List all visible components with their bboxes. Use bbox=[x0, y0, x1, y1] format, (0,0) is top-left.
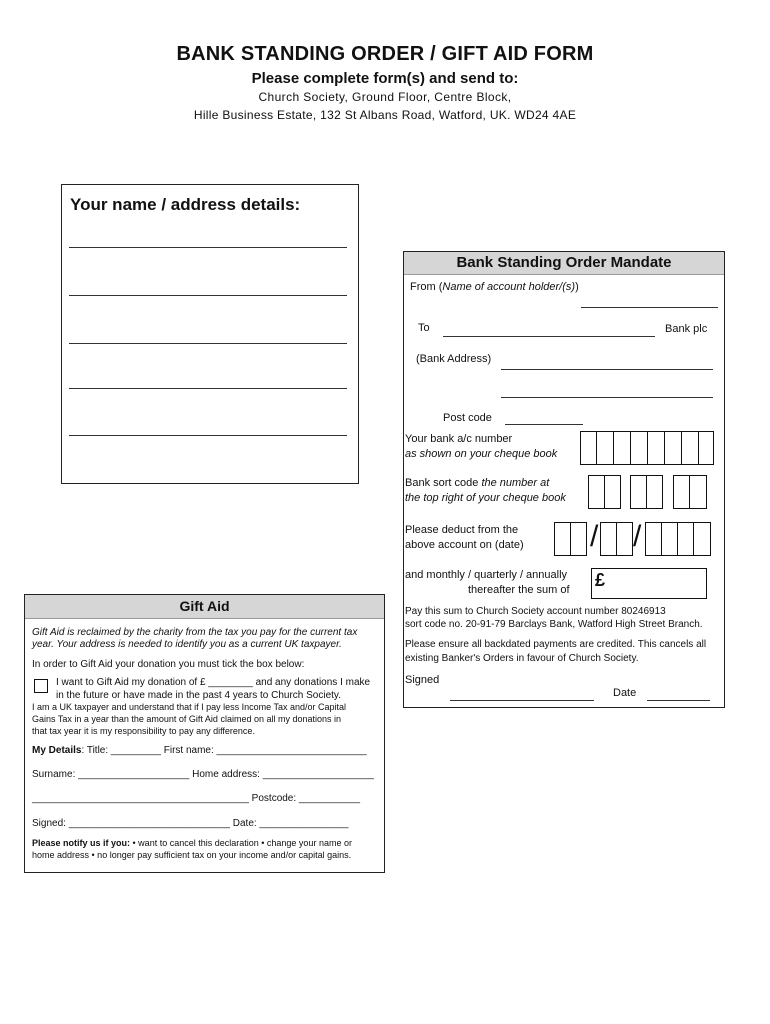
tick-instruction: In order to Gift Aid your donation you must tick the box below: bbox=[32, 659, 305, 670]
sort-code-digit-box[interactable] bbox=[646, 475, 663, 509]
bank-address-field[interactable] bbox=[501, 369, 713, 370]
address-line-2: Hille Business Estate, 132 St Albans Road, Watford, UK. WD24 4AE bbox=[193, 108, 577, 122]
backdated-notice-2: existing Banker's Orders in favour of Church Society. bbox=[405, 653, 639, 664]
sort-code-digit-box[interactable] bbox=[588, 475, 605, 509]
my-details-line[interactable]: My Details: Title: _________ First name: ___________________________ bbox=[32, 745, 367, 756]
sort-code-label: Bank sort code the number at the top right of your cheque book bbox=[405, 477, 566, 504]
date-digit-box[interactable] bbox=[554, 522, 571, 556]
bank-plc-label: Bank plc bbox=[665, 323, 708, 335]
gift-aid-pledge-1: I want to Gift Aid my donation of £ ________ and any donations I make bbox=[56, 677, 371, 688]
bank-mandate-heading: Bank Standing Order Mandate bbox=[404, 252, 724, 275]
signed-label: Signed bbox=[405, 674, 440, 686]
address-line-1: Church Society, Ground Floor, Centre Block, bbox=[258, 90, 512, 104]
sort-code-digit-box[interactable] bbox=[604, 475, 621, 509]
sort-code-digit-box[interactable] bbox=[630, 475, 647, 509]
date-digit-box[interactable] bbox=[693, 522, 711, 556]
bank-address-field[interactable] bbox=[501, 397, 713, 398]
gift-aid-checkbox[interactable] bbox=[34, 679, 48, 693]
address-line-field[interactable] bbox=[69, 247, 347, 248]
taxpayer-statement-3: that tax year it is my responsibility to pay any difference. bbox=[32, 726, 255, 736]
name-address-box bbox=[61, 184, 359, 484]
date-separator: / bbox=[633, 520, 642, 553]
notify-line-1: Please notify us if you: • want to cancel this declaration • change your name or bbox=[32, 838, 352, 848]
account-digit-box[interactable] bbox=[630, 431, 648, 465]
postcode-line[interactable]: _______________________________________ Postcode: ___________ bbox=[32, 793, 361, 804]
bank-mandate-box bbox=[403, 251, 725, 708]
signature-field[interactable] bbox=[450, 700, 594, 701]
name-address-heading: Your name / address details: bbox=[70, 195, 301, 214]
date-digit-box[interactable] bbox=[600, 522, 617, 556]
signed-date-line[interactable]: Signed: _____________________________ Date: ________________ bbox=[32, 818, 349, 829]
gift-aid-intro-1: Gift Aid is reclaimed by the charity from the tax you pay for the current tax bbox=[32, 627, 358, 638]
address-line-field[interactable] bbox=[69, 343, 347, 344]
account-digit-box[interactable] bbox=[580, 431, 597, 465]
sum-label: thereafter the sum of bbox=[468, 584, 570, 596]
date-separator: / bbox=[590, 520, 599, 553]
surname-address-line[interactable]: Surname: ____________________ Home address: ____________________ bbox=[32, 769, 374, 780]
from-label: From (Name of account holder/(s)) bbox=[410, 281, 579, 293]
bank-date-field[interactable] bbox=[647, 700, 710, 701]
monthly-label: and monthly / quarterly / annually bbox=[405, 569, 568, 581]
address-line-field[interactable] bbox=[69, 295, 347, 296]
notify-line-2: home address • no longer pay sufficient tax on your income and/or capital gains. bbox=[32, 850, 352, 860]
sort-code-digit-box[interactable] bbox=[673, 475, 690, 509]
gift-aid-pledge-2: in the future or have made in the past 4 years to Church Society. bbox=[56, 690, 341, 701]
account-digit-box[interactable] bbox=[647, 431, 665, 465]
address-line-field[interactable] bbox=[69, 388, 347, 389]
date-digit-box[interactable] bbox=[645, 522, 662, 556]
bank-postcode-field[interactable] bbox=[505, 424, 583, 425]
pound-sign: £ bbox=[595, 570, 606, 590]
gift-aid-heading: Gift Aid bbox=[25, 595, 384, 619]
date-digit-box[interactable] bbox=[570, 522, 587, 556]
account-digit-box[interactable] bbox=[681, 431, 699, 465]
account-number-label: Your bank a/c number as shown on your cheque book bbox=[405, 433, 558, 460]
gift-aid-intro-2: year. Your address is needed to identify you as a current UK taxpayer. bbox=[32, 639, 342, 650]
date-digit-box[interactable] bbox=[677, 522, 694, 556]
sort-code-digit-box[interactable] bbox=[689, 475, 707, 509]
amount-field[interactable] bbox=[591, 568, 707, 599]
form-subtitle: Please complete form(s) and send to: bbox=[251, 70, 519, 87]
date-label: Date bbox=[613, 687, 637, 699]
pay-instruction-2: sort code no. 20-91-79 Barclays Bank, Watford High Street Branch. bbox=[405, 619, 703, 630]
pay-instruction-1: Pay this sum to Church Society account number 80246913 bbox=[405, 606, 666, 617]
deduct-date-label: Please deduct from the above account on (date) bbox=[405, 524, 524, 551]
account-holder-field[interactable] bbox=[581, 307, 718, 308]
form-title: BANK STANDING ORDER / GIFT AID FORM bbox=[176, 43, 594, 65]
backdated-notice-1: Please ensure all backdated payments are credited. This cancels all bbox=[405, 639, 707, 650]
address-line-field[interactable] bbox=[69, 435, 347, 436]
to-label: To bbox=[418, 322, 430, 334]
date-digit-box[interactable] bbox=[616, 522, 633, 556]
account-digit-box[interactable] bbox=[596, 431, 614, 465]
date-digit-box[interactable] bbox=[661, 522, 678, 556]
taxpayer-statement-1: I am a UK taxpayer and understand that if I pay less Income Tax and/or Capital bbox=[32, 702, 347, 712]
account-digit-box[interactable] bbox=[698, 431, 714, 465]
postcode-label: Post code bbox=[443, 412, 492, 424]
bank-name-field[interactable] bbox=[443, 336, 655, 337]
bank-address-label: (Bank Address) bbox=[416, 353, 492, 365]
gift-aid-box bbox=[24, 594, 385, 873]
account-digit-box[interactable] bbox=[664, 431, 682, 465]
taxpayer-statement-2: Gains Tax in a year than the amount of Gift Aid claimed on all my donations in bbox=[32, 714, 342, 724]
account-digit-box[interactable] bbox=[613, 431, 631, 465]
